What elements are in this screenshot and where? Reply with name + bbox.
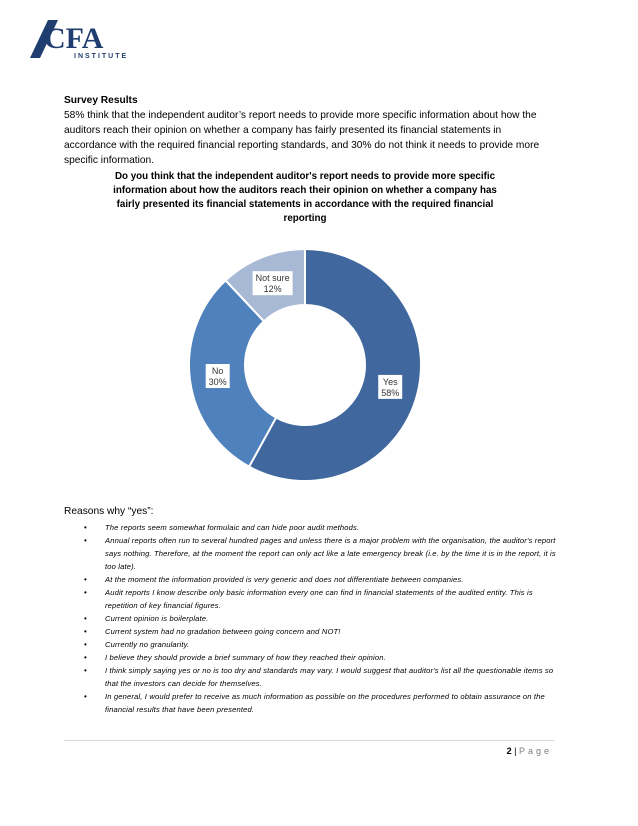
reasons-heading: Reasons why “yes”:: [64, 506, 154, 517]
reason-text: In general, I would prefer to receive as much information as possible on the procedures performed to obtain assurance on the financial results that have been presented.: [105, 692, 545, 714]
reason-text: Audit reports I know describe only basic information every one can find in financial statements of the audited entity. This is repetition of key financial figures.: [105, 588, 533, 610]
reason-item: [84, 612, 560, 625]
reason-item: [84, 638, 560, 651]
bullet-icon: •: [84, 536, 87, 545]
bullet-icon: •: [84, 523, 87, 532]
page-number: 2: [506, 746, 512, 756]
footer-separator: |: [514, 746, 517, 756]
logo-letters: CFA: [44, 22, 104, 55]
footer-divider: [64, 740, 554, 741]
reason-item: [84, 651, 560, 664]
reason-item: [84, 586, 560, 612]
bullet-icon: •: [84, 614, 87, 623]
bullet-icon: •: [84, 575, 87, 584]
slice-label-text: 30%: [208, 377, 227, 388]
slice-label-text: No: [211, 366, 224, 377]
slice-label-text: 12%: [263, 284, 282, 295]
reason-item: [84, 521, 560, 534]
bullet-icon: •: [84, 692, 87, 701]
reason-text: Current system had no gradation between going concern and NOT!: [105, 627, 341, 636]
donut-chart: [160, 240, 450, 490]
bullet-icon: •: [84, 588, 87, 597]
survey-section: [64, 93, 554, 168]
reason-text: At the moment the information provided is very generic and does not differentiate between companies.: [105, 575, 464, 584]
page-word: Page: [518, 746, 552, 756]
reason-item: [84, 625, 560, 638]
reason-item: [84, 534, 560, 573]
slice-label-text: Yes: [382, 376, 398, 387]
bullet-icon: •: [84, 666, 87, 675]
survey-body: 58% think that the independent auditor’s report needs to provide more specific information about how the auditors reach their opinion on whether a company has fairly presented its financial statements in accordance with the required financial reporting standards, and 30% do not think it needs to provide more specific information.: [64, 110, 540, 166]
survey-heading: Survey Results: [64, 95, 138, 106]
slice-label-text: 58%: [381, 387, 400, 398]
page-footer: [507, 746, 552, 756]
reason-item: [84, 573, 560, 586]
reason-text: I believe they should provide a brief summary of how they reached their opinion.: [105, 653, 386, 662]
reason-text: The reports seem somewhat formulaic and can hide poor audit methods.: [105, 523, 360, 532]
bullet-icon: •: [84, 627, 87, 636]
slice-label-text: Not sure: [255, 273, 290, 284]
cfa-institute-logo: [30, 18, 129, 60]
bullet-icon: •: [84, 653, 87, 662]
reason-text: Annual reports often run to several hundred pages and unless there is a major problem with the organisation, the auditor's report says nothing. Therefore, at the moment the report can only act like a late emergency break (i.e. by the time it is in the report, it is too late).: [105, 536, 556, 571]
reason-text: Current opinion is boilerplate.: [105, 614, 209, 623]
bullet-icon: •: [84, 640, 87, 649]
reason-item: [84, 664, 560, 690]
reasons-list: [84, 521, 560, 716]
logo-subtitle: INSTITUTE: [74, 53, 129, 60]
slice-label: [206, 364, 230, 388]
slice-label: [253, 271, 293, 295]
slice-label: [378, 375, 402, 399]
chart-title: Do you think that the independent auditor's report needs to provide more specific information about how the auditors reach their opinion on whether a company has fairly presented its financial statements in accordance with the required financial reporting: [113, 171, 497, 224]
reason-text: I think simply saying yes or no is too dry and standards may vary. I would suggest that auditor's list all the questionable items so that the investors can decide for themselves.: [105, 666, 554, 688]
reason-text: Currently no granularity.: [105, 640, 190, 649]
reason-item: [84, 690, 560, 716]
